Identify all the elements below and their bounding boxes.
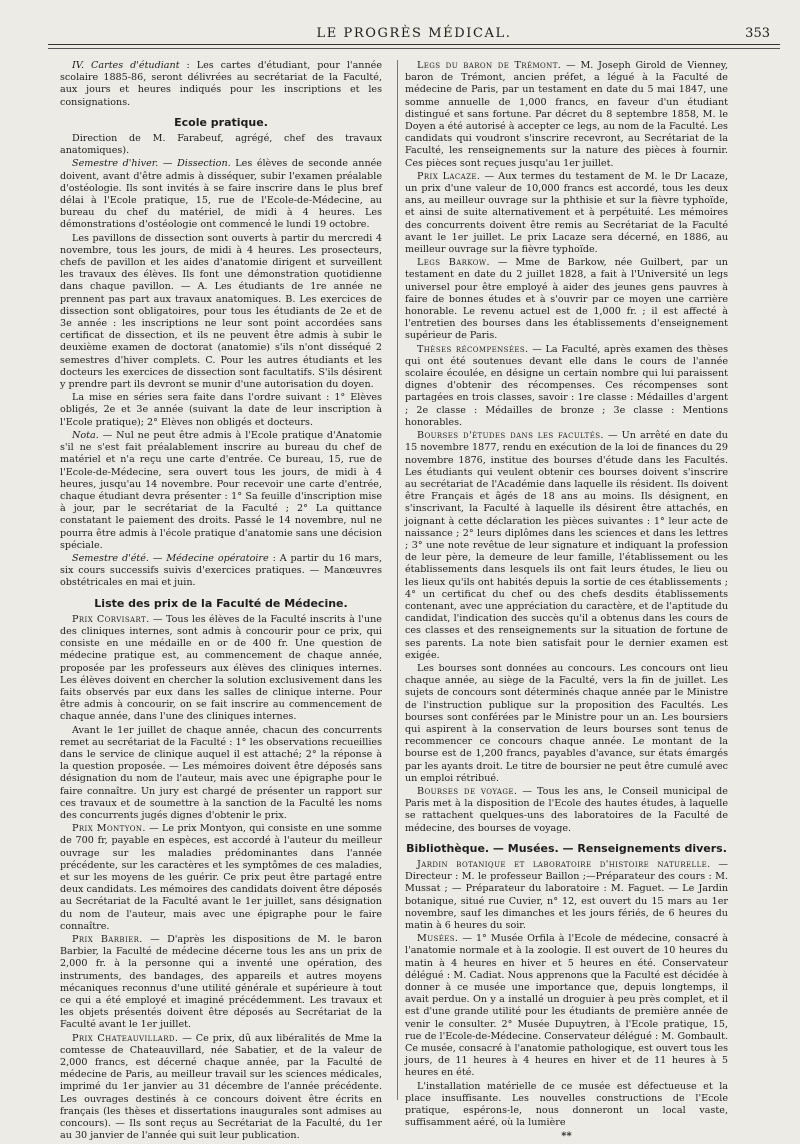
paragraph-text: — Tous les ans, le Conseil municipal de Paris met à la disposition de l'Ecole des hautes études, à laquelle se rattachent quelques-uns des laboratoires de la Faculté de médecine, des bourses de voyage. xyxy=(405,785,728,834)
header-rule-thin xyxy=(48,48,780,49)
journal-title: LE PROGRÈS MÉDICAL. xyxy=(316,26,512,41)
paragraph xyxy=(405,786,728,835)
section-heading: Ecole pratique. xyxy=(174,115,268,129)
paragraph xyxy=(60,934,382,1032)
paragraph-text: — La Faculté, après examen des thèses qui ont été soutenues devant elle dans le cours de l'année scolaire écoulée, en désigne un certain nombre qui lui paraissent dignes d'obtenir des récompenses. Ces récompenses sont partagées en trois classes, savoir : 1re classe : Médailles d'argent ; 2e classe : Médailles de bronze ; 3e classe : Mentions honorables. xyxy=(405,343,729,428)
prize-name: Prix Corvisart. xyxy=(72,613,150,625)
prize-name: Prix Chateauvillard. xyxy=(72,1032,179,1044)
right-column xyxy=(405,60,729,1143)
paragraph: L'installation matérielle de ce musée est défectueuse et la place insuffisante. Les nouvelles constructions de l'Ecole pratique, espérons-le, nous donneront un local vaste, suffisamment aéré, où la lumière xyxy=(405,1080,728,1129)
section-heading: Liste des prix de la Faculté de Médecine. xyxy=(94,596,348,610)
paragraph-text: — Un arrêté en date du 15 novembre 1877, rendu en exécution de la loi de finances du 29 novembre 1876, institue des bourses d'étude dans les Facultés. Les étudiants qui veulent obtenir ces bourses doivent s'inscrire au secrétariat de l'Académie dans laquelle ils résident. Ils doivent être Français et âgés de 18 ans au moins. Ils désignent, en s'inscrivant, la Faculté à laquelle ils désirent être attachés, en joignant à cette déclaration les pièces suivantes : 1° leur acte de naissance ; 2° leurs diplômes dans les sciences et dans les lettres ; 3° une note revêtue de leur signature et indiquant la profession de leur père, la demeure de leur famille, l'établissement ou les établissements dans lesquels ils ont fait leurs études, le lieu ou les lieux qu'ils ont habités depuis la sortie de ces établissements ; 4° un certificat du chef ou des chefs desdits établissements contenant, avec une appréciation du caractère, et de l'aptitude du candidat, l'indication des succès qu'il a obtenus dans les cours de ces classes et des renseignements sur la situation de fortune de ses parents. La note bien satisfait pour le dernier examen est exigée. xyxy=(405,430,728,661)
paragraph-text: — Mme de Barkow, née Guilbert, par un testament en date du 2 juillet 1828, a fait à l'Université un legs universel pour être employé à aider des jeunes gens pauvres à faire de bonnes études et à s'ouvrir par ce moyen une carrière honorable. Le revenu actuel est de 1,000 fr. ; il est affecté à l'entretien des bourses dans les établissements d'enseignement supérieur de Paris. xyxy=(405,257,728,342)
paragraph-lead: Nota. xyxy=(72,429,99,441)
prize-name: Prix Lacaze. xyxy=(417,170,481,182)
paragraph-text: — Directeur : M. le professeur Baillon ;—Préparateur des cours : M. Mussat ; — Préparateur du laboratoire : M. Faguet. — Le Jardin botanique, situé rue Cuvier, n° 12, est ouvert du 15 mars au 1er novembre, sauf les dimanches et les jours fériés, de 6 heures du matin à 6 heures du soir. xyxy=(405,859,728,932)
paragraph-text: — Le prix Montyon, qui consiste en une somme de 700 fr, payable en espèces, est accordé à l'auteur du meilleur ouvrage sur les maladies prédominantes dans l'année précédente, sur les caractères et les symptômes de ces maladies, et sur les moyens de les guérir. Ce prix peut être partagé entre deux candidats. Les mémoires des candidats doivent être déposés au Secrétariat de la Faculté avant le 1er juillet, sans désignation du nom de l'auteur, mais avec une épigraphe pour le faire connaître. xyxy=(60,823,382,932)
page-header xyxy=(48,0,780,40)
paragraph xyxy=(405,859,728,932)
paragraph-text: — Aux termes du testament de M. le Dr Lacaze, un prix d'une valeur de 10,000 francs est accordé, tous les deux ans, au meilleur ouvrage sur la phthisie et sur la fièvre typhoïde, et ainsi de suite alternativement et à perpétuité. Les mémoires des concurrents doivent être remis au Secrétariat de la Faculté avant le 1er juillet. Le prix Lacaze sera décerné, en 1886, au meilleur ouvrage sur la fièvre typhoïde. xyxy=(405,170,728,256)
paragraph-text: — M. Joseph Girold de Vienney, baron de Trémont, ancien préfet, a légué à la Faculté de médecine de Paris, par un testament en date du 5 mai 1847, une somme annuelle de 1,000 francs, en faveur d'un étudiant distingué et sans fortune. Par décret du 8 septembre 1858, M. le Doyen a été autorisé à accepter ce legs, au nom de la Faculté. Les candidats qui voudront s'inscrire recevront, au Secrétariat de la Faculté, les renseignements sur la nature des pièces à fournir. Ces pièces sont reçues jusqu'au 1er juillet. xyxy=(405,60,728,169)
page-number: 353 xyxy=(745,26,770,41)
prize-name: Jardin botanique et laboratoire d'histoire naturelle. xyxy=(417,859,711,870)
paragraph: Direction de M. Farabeuf, agrégé, chef des travaux anatomiques). xyxy=(60,133,382,157)
paragraph-text: — Ce prix, dû aux libéralités de Mme la comtesse de Chateauvillard, née Sabatier, et de la valeur de 2,000 francs, est décerné chaque année, par la Faculté de médecine de Paris, au meilleur travail sur les sciences médicales, imprimé du 1er janvier au 31 décembre de l'année précédente. Les ouvrages destinés à ce concours doivent être écrits en français (les thèses et dissertations inaugurales sont admises au concours). — Ils sont reçus au Secrétariat de la Faculté, du 1er au 30 janvier de l'année qui suit leur publication. xyxy=(60,1032,382,1142)
prize-name: Legs Barkow. xyxy=(417,257,490,269)
paragraph-lead: Semestre d'été. — Médecine opératoire xyxy=(72,552,269,564)
footer-mark: ** xyxy=(561,1131,572,1143)
paragraph xyxy=(60,158,382,231)
paragraph-text: — D'après les dispositions de M. le baron Barbier, la Faculté de médecine décerne tous les ans un prix de 2,000 fr. à la personne qui a inventé une opération, des instruments, des bandages, des appareils et autres moyens mécaniques reconnus d'une utilité générale et supérieure à tout ce qui a été employé et imaginé précédemment. Les travaux et les objets présentés doivent être déposés au Secrétariat de la Faculté avant le 1er juillet. xyxy=(60,934,382,1031)
paragraph xyxy=(405,430,728,662)
paragraph-text: — Tous les élèves de la Faculté inscrits à l'une des cliniques internes, sont admis à concourir pour ce prix, qui consiste en une médaille en or de 400 fr. Une question de médecine pratique est, au commencement de chaque année, proposée par les professeurs aux élèves des cliniques internes. Les élèves doivent en chercher la solution exclusivement dans les faits observés par eux dans les salles de clinique interne. Pour être admis à concourir, on se fait inscrire au commencement de chaque année, dans l'une des cliniques internes. xyxy=(60,613,382,723)
paragraph xyxy=(405,344,728,429)
prize-name: Bourses d'études dans les facultés. xyxy=(417,430,604,442)
paragraph xyxy=(405,933,728,1079)
paragraph-text: — 1° Musée Orfila à l'Ecole de médecine, consacré à l'anatomie normale et à la zoologie. Il est ouvert de 10 heures du matin à 4 heures en hiver et 5 heures en été. Conservateur délégué : M. Cadiat. Nous apprenons que la Faculté est décidée à donner à ce musée une importance que, depuis longtemps, il avait perdue. On y a installé un droguier à peu près complet, et il est d'une grande utilité pour les étudiants de première année de venir le consulter. 2° Musée Dupuytren, à l'Ecole pratique, 15, rue de l'Ecole-de-Médecine. Conservateur délégué : M. Gombault. Ce musée, consacré à l'anatomie pathologique, est ouvert tous les jours, de 11 heures à 4 heures en hiver et de 11 heures à 5 heures en été. xyxy=(405,933,728,1079)
paragraph xyxy=(60,60,382,109)
paragraph xyxy=(405,257,728,342)
paragraph-text: — Nul ne peut être admis à l'Ecole pratique d'Anatomie s'il ne s'est fait préalablement inscrire au bureau du chef de matériel et n'a reçu une carte d'entrée. Ce bureau, 15, rue de l'Ecole-de-Médecine, sera ouvert tous les jours, de midi à 4 heures, jusqu'au 14 novembre. Pour recevoir une carte d'entrée, chaque étudiant devra présenter : 1° Sa feuille d'inscription mise à jour, par le secrétariat de la Faculté ; 2° La quittance constatant le paiement des droits. Passé le 14 novembre, nul ne pourra être admis à l'école pratique d'anatomie sans une décision spéciale. xyxy=(60,429,382,551)
paragraph xyxy=(60,430,382,552)
prize-name: Musées. xyxy=(417,933,459,945)
paragraph-lead: IV. Cartes d'étudiant xyxy=(72,60,180,71)
prize-name: Prix Barbier. xyxy=(72,934,143,946)
paragraph: Les pavillons de dissection sont ouverts à partir du mercredi 4 novembre, tous les jours, de midi à 4 heures. Les prosecteurs, chefs de pavillon et les aides d'anatomie dirigent et surveillent les travaux des élèves. Ils font une démonstration quotidienne dans chaque pavillon. — A. Les étudiants de 1re année ne prennent pas part aux travaux anatomiques. B. Les exercices de dissection sont obligatoires, pour tous les étudiants de 2e et de 3e année : les inscriptions ne leur sont point accordées sans certificat de dissection, et ils ne peuvent être admis à subir le deuxième examen de doctorat (anatomie) s'ils n'ont disséqué 2 semestres d'hiver complets. C. Pour les autres étudiants et les docteurs les exercices de dissection sont facultatifs. S'ils désirent y prendre part ils devront se munir d'une autorisation du doyen. xyxy=(60,232,382,391)
paragraph: La mise en séries sera faite dans l'ordre suivant : 1° Elèves obligés, 2e et 3e année (suivant la date de leur inscription à l'Ecole pratique); 2° Elèves non obligés et docteurs. xyxy=(60,392,382,428)
prize-name: Legs du baron de Trémont. xyxy=(417,60,562,71)
paragraph xyxy=(405,171,728,256)
paragraph xyxy=(60,553,382,590)
prize-name: Prix Montyon. xyxy=(72,823,146,835)
paragraph xyxy=(405,60,728,170)
paragraph: Avant le 1er juillet de chaque année, chacun des concurrents remet au secrétariat de la Faculté : 1° les observations recueillies dans le service de clinique auquel il est attaché; 2° la réponse à la question proposée. — Les mémoires doivent être déposés sans désignation du nom de l'auteur, mais avec une épigraphe pour le faire connaître. Un jury est chargé de présenter un rapport sur ces travaux et de soumettre à la sanction de la Faculté les noms des concurrents jugés dignes d'obtenir le prix. xyxy=(60,724,382,821)
prize-name: Bourses de voyage. xyxy=(417,785,518,797)
paragraph-text: : A partir du 16 mars, six cours successifs suivis d'exercices pratiques. — Manœuvres obstétricales en mai et juin. xyxy=(60,552,382,589)
prize-name: Thèses récompensées. xyxy=(417,343,529,355)
header-rule xyxy=(48,44,780,45)
paragraph-text: : Les cartes d'étudiant, pour l'année scolaire 1885-86, seront délivrées au secrétariat de la Faculté, aux jours et heures indiqués pour les inscriptions et les consignations. xyxy=(60,60,382,108)
column-divider xyxy=(397,60,398,1100)
paragraph-text: Les élèves de seconde année doivent, avant d'être admis à disséquer, subir l'examen préalable d'ostéologie. Ils sont invités à se faire inscrire dans le plus bref délai à l'Ecole pratique, 15, rue de l'Ecole-de-Médecine, au bureau du chef du matériel, de midi à 4 heures. Les démonstrations d'ostéologie ont commencé le lundi 19 octobre. xyxy=(60,158,382,231)
section-heading: Bibliothèque. — Musées. — Renseignements divers. xyxy=(406,841,727,855)
paragraph xyxy=(60,1033,382,1143)
paragraph: Les bourses sont données au concours. Les concours ont lieu chaque année, au siège de la Faculté, vers la fin de juillet. Les sujets de concours sont déterminés chaque année par le Ministre de l'instruction publique sur la proposition des Facultés. Les bourses sont conférées par le Ministre pour un an. Les boursiers qui aspirent à la conservation de leurs bourses sont tenus de recommencer ce concours chaque année. Le montant de la bourse est de 1,200 francs, payables d'avance, sur états émargés par les ayants droit. Le titre de boursier ne peut être cumulé avec un emploi rétribué. xyxy=(405,662,728,784)
paragraph-lead: Semestre d'hiver. — Dissection. xyxy=(72,158,231,170)
paragraph xyxy=(60,823,382,933)
left-column xyxy=(60,60,382,1142)
paragraph xyxy=(60,614,382,724)
